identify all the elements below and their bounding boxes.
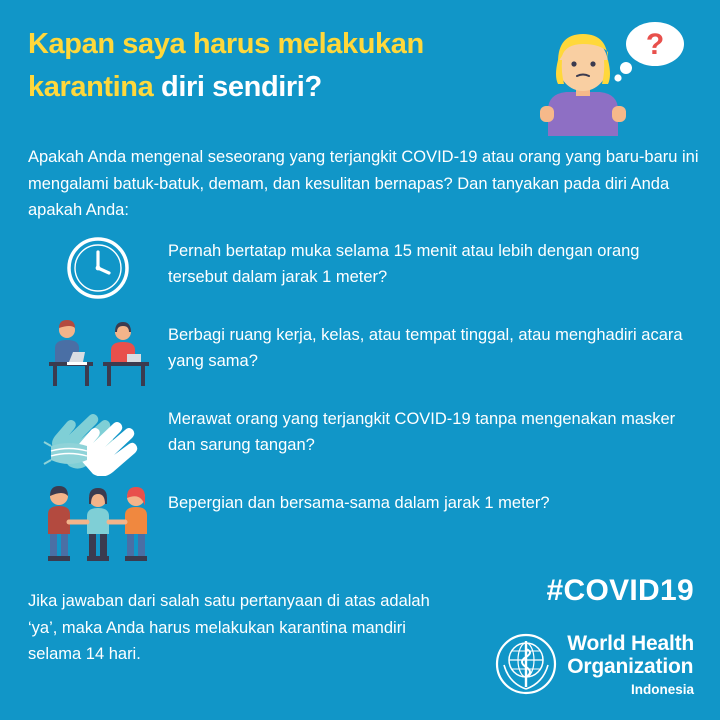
list-item bbox=[28, 232, 700, 316]
headline bbox=[28, 24, 548, 108]
gloves-mask-icon bbox=[28, 400, 168, 476]
question-list bbox=[28, 232, 700, 568]
question-text: Pernah bertatap muka selama 15 menit atau lebih dengan orang tersebut dalam jarak 1 meter? bbox=[168, 242, 640, 287]
headline-line1: Kapan saya harus melakukan bbox=[28, 28, 424, 60]
list-item bbox=[28, 400, 700, 484]
intro-paragraph: Apakah Anda mengenal seseorang yang terjangkit COVID-19 atau orang yang baru-baru ini mengalami batuk-batuk, demam, dan kesulitan bernapas? Dan tanyakan pada diri Anda apakah Anda: bbox=[28, 148, 699, 220]
question-text: Berbagi ruang kerja, kelas, atau tempat tinggal, atau menghadiri acara yang sama? bbox=[168, 326, 683, 371]
thinking-person-illustration bbox=[514, 18, 694, 138]
footer-note: Jika jawaban dari salah satu pertanyaan di atas adalah ‘ya’, maka Anda harus melakukan karantina mandiri selama 14 hari. bbox=[28, 591, 430, 664]
svg-text:?: ? bbox=[645, 28, 665, 61]
coworkers-desk-icon bbox=[28, 316, 168, 392]
person-body bbox=[540, 34, 626, 136]
question-text: Merawat orang yang terjangkit COVID-19 tanpa mengenakan masker dan sarung tangan? bbox=[168, 410, 676, 455]
headline-line2-part2: diri sendiri? bbox=[161, 71, 322, 104]
headline-line2-part1: karantina bbox=[28, 71, 161, 104]
list-item bbox=[28, 484, 700, 568]
who-line2: Organization bbox=[567, 654, 694, 678]
who-line1: World Health bbox=[567, 632, 694, 656]
list-item bbox=[28, 316, 700, 400]
hashtag-covid19: #COVID19 bbox=[546, 574, 694, 607]
who-country: Indonesia bbox=[630, 682, 694, 698]
three-people-icon bbox=[28, 484, 168, 566]
question-text: Bepergian dan bersama-sama dalam jarak 1 meter? bbox=[168, 494, 550, 512]
who-wordmark bbox=[567, 633, 694, 698]
who-logo bbox=[495, 633, 694, 698]
page-title bbox=[28, 24, 548, 108]
clock-icon bbox=[28, 232, 168, 304]
thought-bubble-icon bbox=[614, 22, 684, 82]
who-emblem-icon bbox=[495, 633, 557, 695]
